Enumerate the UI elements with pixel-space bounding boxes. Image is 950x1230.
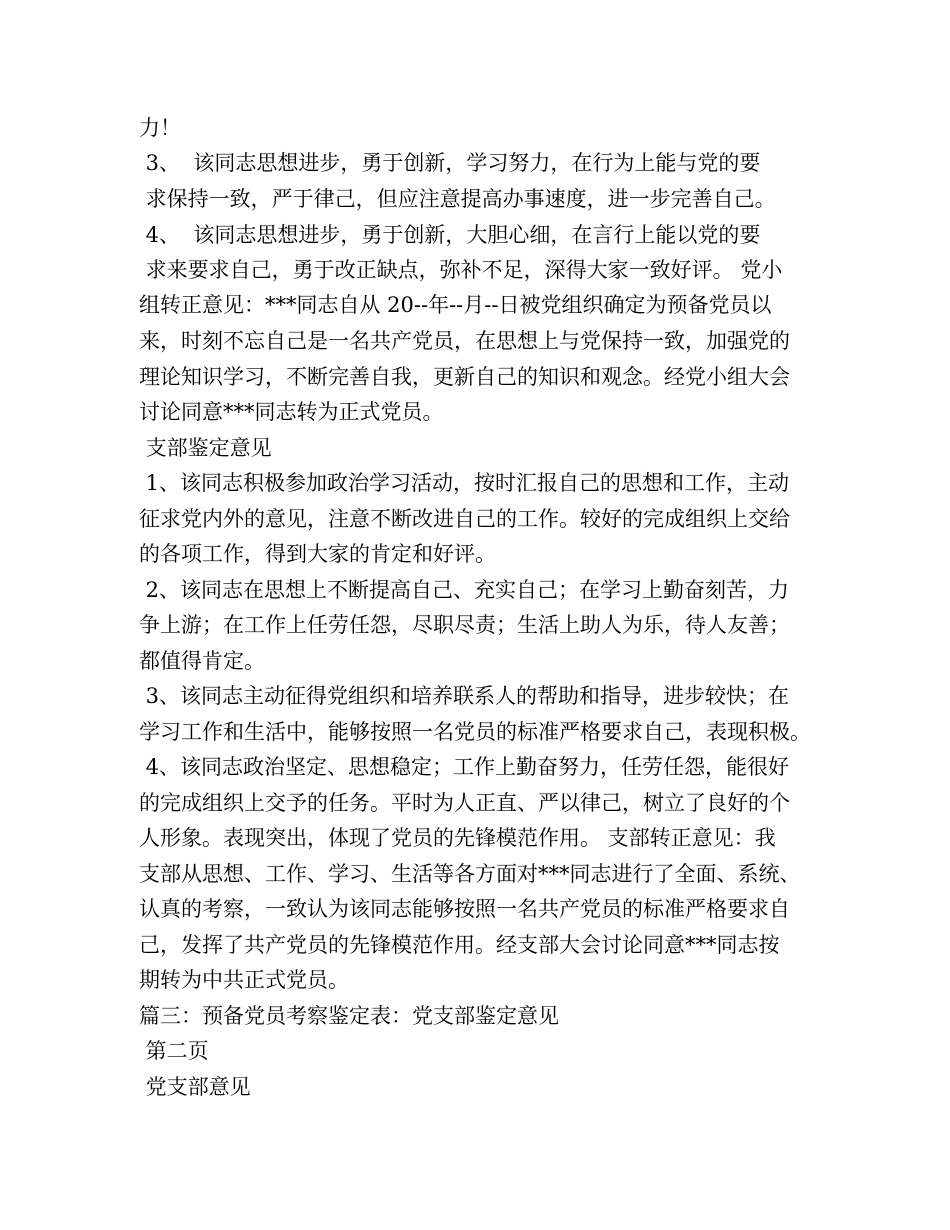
- text-line: 3、该同志主动征得党组织和培养联系人的帮助和指导，进步较快；在: [139, 684, 790, 708]
- text-line: 人形象。表现突出，体现了党员的先锋模范作用。 支部转正意见：我: [139, 826, 776, 850]
- text-line: 理论知识学习，不断完善自我，更新自己的知识和观念。经党小组大会: [139, 365, 790, 389]
- text-line: 的完成组织上交予的任务。平时为人正直、严以律己，树立了良好的个: [139, 791, 790, 815]
- text-line: 1、该同志积极参加政治学习活动，按时汇报自己的思想和工作，主动: [139, 471, 790, 495]
- text-line: 学习工作和生活中，能够按照一名党员的标准严格要求自己，表现积极。: [139, 720, 811, 744]
- text-line: 3、 该同志思想进步，勇于创新，学习努力，在行为上能与党的要: [139, 151, 761, 175]
- text-line: 征求党内外的意见，注意不断改进自己的工作。较好的完成组织上交给: [139, 507, 790, 531]
- text-line: 期转为中共正式党员。: [139, 968, 349, 992]
- text-line: 求来要求自己，勇于改正缺点，弥补不足，深得大家一致好评。 党小: [139, 258, 783, 282]
- text-line: 的各项工作，得到大家的肯定和好评。: [139, 542, 496, 566]
- section-heading: 支部鉴定意见: [139, 436, 272, 460]
- text-line: 4、该同志政治坚定、思想稳定；工作上勤奋努力，任劳任怨，能很好: [139, 755, 790, 779]
- page-label: 第二页: [139, 1039, 209, 1063]
- section-heading: 党支部意见: [139, 1075, 251, 1099]
- text-line: 都值得肯定。: [139, 649, 265, 673]
- text-line: 认真的考察，一致认为该同志能够按照一名共产党员的标准严格要求自: [139, 897, 790, 921]
- text-line: 讨论同意***同志转为正式党员。: [139, 400, 444, 424]
- text-line: 4、 该同志思想进步，勇于创新，大胆心细，在言行上能以党的要: [139, 223, 761, 247]
- text-line: 力！: [139, 116, 181, 140]
- text-line: 己，发挥了共产党员的先锋模范作用。经支部大会讨论同意***同志按: [139, 933, 780, 957]
- text-line: 2、该同志在思想上不断提高自己、充实自己；在学习上勤奋刻苦，力: [139, 578, 790, 602]
- text-line: 来，时刻不忘自己是一名共产党员，在思想上与党保持一致，加强党的: [139, 329, 790, 353]
- text-line: 争上游；在工作上任劳任怨，尽职尽责；生活上助人为乐，待人友善；: [139, 613, 790, 637]
- section-heading: 篇三：预备党员考察鉴定表：党支部鉴定意见: [139, 1004, 559, 1028]
- text-line: 求保持一致，严于律己，但应注意提高办事速度，进一步完善自己。: [139, 187, 776, 211]
- text-line: 组转正意见：***同志自从 20--年--月--日被党组织确定为预备党员以: [139, 293, 772, 317]
- text-line: 支部从思想、工作、学习、生活等各方面对***同志进行了全面、系统、: [139, 862, 801, 886]
